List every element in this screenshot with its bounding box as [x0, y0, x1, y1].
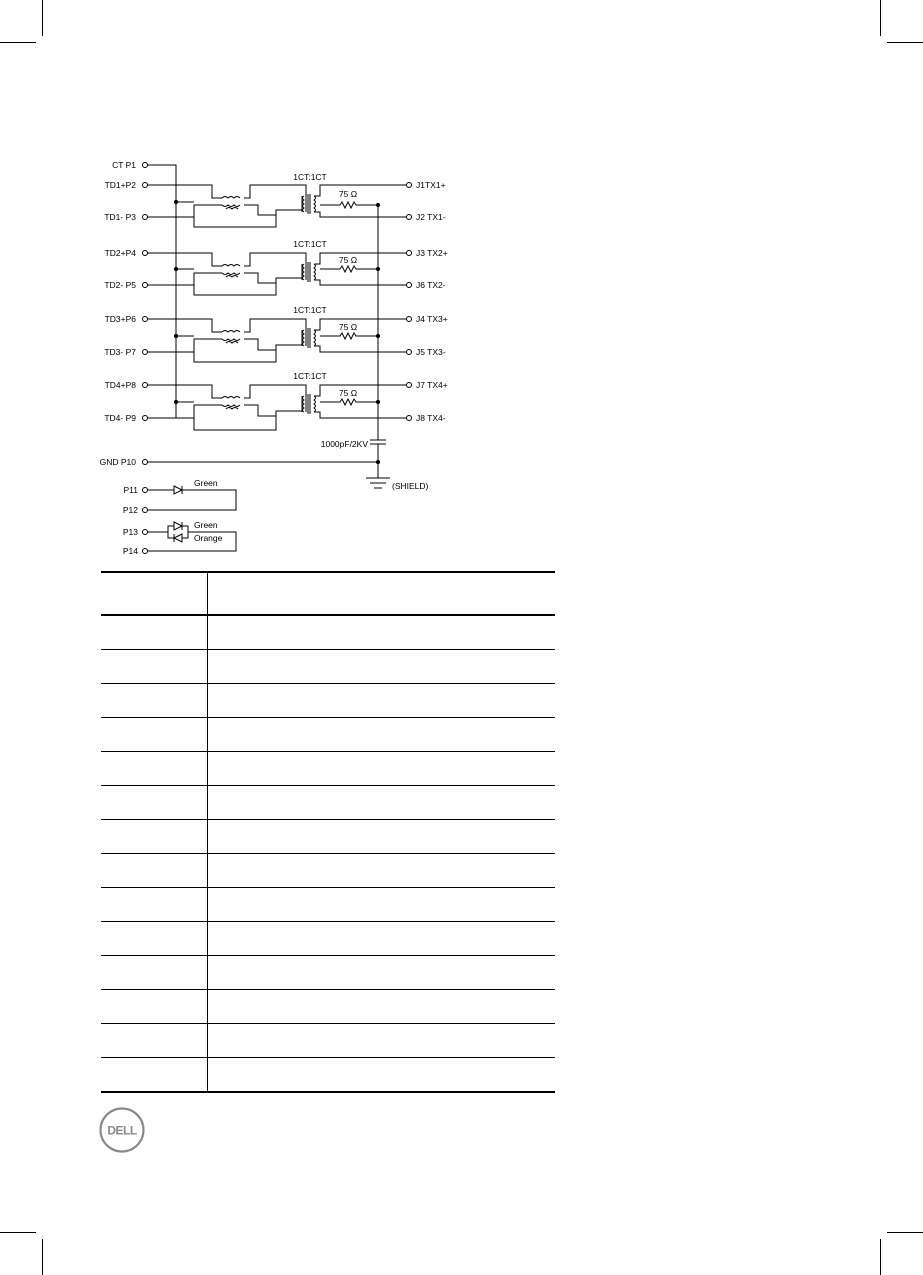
- pin-label-p1: CT P1: [112, 160, 136, 170]
- capacitor-symbol: [370, 440, 386, 478]
- table-row: [101, 854, 555, 888]
- pin-table: [101, 571, 555, 1093]
- right-pin-circles: [407, 183, 412, 421]
- pin-label-p12: P12: [122, 505, 138, 515]
- transformer-label-2: 1CT:1CT: [293, 239, 327, 249]
- table-row: [101, 888, 555, 922]
- table-row: [101, 1058, 555, 1093]
- pin-label-j6: J6 TX2-: [416, 280, 446, 290]
- resistor-label-4: 75 Ω: [338, 388, 358, 398]
- shield-label: (SHIELD): [392, 481, 429, 491]
- table-cell: [208, 786, 556, 820]
- table-cell: [101, 752, 208, 786]
- table-row: [101, 718, 555, 752]
- table-row: [101, 786, 555, 820]
- pin-label-p13: P13: [122, 527, 138, 537]
- table-cell: [208, 922, 556, 956]
- led2-color1-label: Green: [194, 520, 218, 530]
- resistor-label-1: 75 Ω: [338, 189, 358, 199]
- led-section: [123, 478, 236, 556]
- table-row: [101, 922, 555, 956]
- table-cell: [208, 572, 556, 615]
- channel-1: [148, 185, 406, 227]
- pin-label-j7: J7 TX4+: [416, 380, 448, 390]
- table-row: [101, 820, 555, 854]
- transformer-label-1: 1CT:1CT: [293, 172, 327, 182]
- pin-label-p14: P14: [122, 546, 138, 556]
- table-cell: [208, 854, 556, 888]
- table-cell: [101, 1024, 208, 1058]
- table-cell: [101, 718, 208, 752]
- table-cell: [101, 684, 208, 718]
- table-cell: [208, 956, 556, 990]
- left-pin-circles: [143, 163, 148, 465]
- ct-bus: [148, 165, 176, 418]
- table-cell: [101, 888, 208, 922]
- pin-label-j1: J1TX1+: [416, 180, 446, 190]
- pin-label-j8: J8 TX4-: [416, 413, 446, 423]
- table-cell: [101, 650, 208, 684]
- led1-color-label: Green: [194, 478, 218, 488]
- channel-3: [148, 319, 406, 362]
- table-cell: [101, 922, 208, 956]
- table-cell: [208, 1058, 556, 1093]
- table-cell: [208, 752, 556, 786]
- left-pin-labels: [100, 160, 137, 467]
- channel-4: [148, 385, 406, 430]
- right-pin-labels: [416, 180, 448, 423]
- table-header-row: [101, 572, 555, 615]
- dell-logo: [98, 1106, 146, 1154]
- schematic-diagram: [0, 0, 923, 570]
- table-cell: [101, 854, 208, 888]
- table-cell: [208, 650, 556, 684]
- crop-mark: [887, 1232, 923, 1233]
- table-cell: [101, 572, 208, 615]
- pin-label-p3: TD1- P3: [104, 212, 136, 222]
- pin-label-p11: P11: [123, 485, 138, 495]
- transformer-label-4: 1CT:1CT: [293, 371, 327, 381]
- table-cell: [208, 718, 556, 752]
- table-cell: [208, 820, 556, 854]
- crop-mark: [880, 1239, 881, 1275]
- table-cell: [101, 786, 208, 820]
- pin-label-j5: J5 TX3-: [416, 347, 446, 357]
- table-row: [101, 650, 555, 684]
- pin-label-p4: TD2+P4: [104, 248, 136, 258]
- pin-label-j4: J4 TX3+: [416, 314, 448, 324]
- pin-label-p7: TD3- P7: [104, 347, 136, 357]
- pin-label-p5: TD2- P5: [104, 280, 136, 290]
- pin-label-p2: TD1+P2: [104, 180, 136, 190]
- table-cell: [208, 615, 556, 650]
- table-cell: [101, 615, 208, 650]
- table-cell: [101, 1058, 208, 1093]
- table-row: [101, 956, 555, 990]
- resistor-label-2: 75 Ω: [338, 255, 358, 265]
- table-cell: [101, 956, 208, 990]
- table-cell: [101, 990, 208, 1024]
- capacitor-label: 1000pF/2KV: [320, 439, 368, 449]
- table-row: [101, 752, 555, 786]
- table-cell: [208, 1024, 556, 1058]
- pin-label-p8: TD4+P8: [104, 380, 136, 390]
- table-cell: [208, 684, 556, 718]
- crop-mark: [0, 1232, 36, 1233]
- table-cell: [208, 990, 556, 1024]
- table-row: [101, 990, 555, 1024]
- transformer-label-3: 1CT:1CT: [293, 305, 327, 315]
- pin-label-j2: J2 TX1-: [416, 212, 446, 222]
- pin-label-p10: GND P10: [99, 457, 136, 467]
- table-cell: [101, 820, 208, 854]
- led2-color2-label: Orange: [194, 533, 223, 543]
- shield-ground-symbol: [366, 478, 390, 488]
- crop-mark: [42, 1239, 43, 1275]
- pin-label-p9: TD4- P9: [104, 413, 136, 423]
- pin-label-p6: TD3+P6: [104, 314, 136, 324]
- table-row: [101, 684, 555, 718]
- table-cell: [208, 888, 556, 922]
- table-row: [101, 1024, 555, 1058]
- resistor-label-3: 75 Ω: [338, 322, 358, 332]
- dell-logo-text: DELL: [107, 1123, 137, 1138]
- table-row: [101, 615, 555, 650]
- channel-2: [148, 253, 406, 295]
- pin-label-j3: J3 TX2+: [416, 248, 448, 258]
